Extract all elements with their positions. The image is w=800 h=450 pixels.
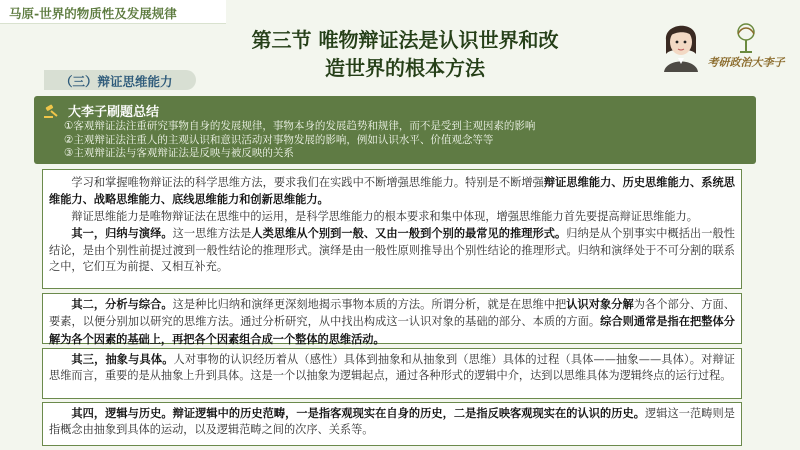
method-lead: 其三，抽象与具体。: [71, 352, 174, 366]
paragraph-dialectical: 辩证思维能力是唯物辩证法在思维中的运用，是科学思维能力的根本要求和集中体现，增强思维能力首先要提高辩证思维能力。: [71, 209, 698, 223]
text-span: 学习和掌握唯物辩证法的科学思维方法，要求我们在实践中不断增强思维能力。特别是不断增强: [71, 176, 544, 189]
brand-logo-text: 考研政治大李子: [707, 56, 785, 69]
page-title-line2: 造世界的根本方法: [325, 56, 485, 80]
summary-list: [64, 120, 535, 161]
summary-header: [44, 101, 159, 120]
method-lead: 其四，逻辑与历史。: [71, 406, 173, 420]
paragraph-abstraction: [43, 351, 741, 385]
summary-panel: [34, 96, 756, 164]
method-lead: 其一，归纳与演绎。: [71, 226, 173, 241]
text-span: 这一思维方法是: [172, 227, 252, 241]
summary-title: 大李子刷题总结: [68, 105, 160, 120]
content-box-induction: [42, 169, 742, 289]
text-span: 人对事物的认识经历着从（感性）具体到抽象和从抽象到（思维）具体的过程（具体——抽象——具体）。对辩证思维而言，重要的是从抽象上升到具体。这是一个以抽象为逻辑起点，通过各种形式的逻辑中介，达到以思维具体为逻辑终点的运行过程。: [49, 353, 735, 383]
brand-logo: [700, 22, 792, 74]
tree-logo-icon: [700, 22, 792, 54]
teacher-avatar: [658, 14, 704, 72]
emphasis-text: 综合则通常是指在把整体分解为各个因素的基础上，再把各个因素组合成一个整体的思维活动。: [49, 314, 735, 346]
text-span: 为各个部分、方面、要素，以便分别加以研究的思维方法。通过分析研究，从中找出构成这一认识对象的基础的部分、本质的方面。: [49, 298, 735, 329]
emphasis-text: 人类思维从个别到一般、又由一般到个别的最常见的推理形式。: [251, 226, 567, 241]
content-box-analysis: [42, 293, 742, 344]
section-tag: [0, 0, 226, 24]
emphasis-text: 认识对象分解: [566, 297, 634, 311]
page-title-line1: 第三节 唯物辩证法是认识世界和改: [251, 28, 559, 52]
emphasis-text: 辩证思维能力、历史思维能力、系统思维能力、战略思维能力、底线思维能力和创新思维能力。: [49, 175, 735, 207]
paragraph-analysis: [43, 296, 741, 348]
subsection-heading-label: （三）辩证思维能力: [60, 74, 173, 89]
text-span: 逻辑这一范畴则是指概念由抽象到具体的运动，以及逻辑范畴之间的次序、关系等。: [49, 407, 735, 437]
summary-item: ②主观辩证法注重人的主观认识和意识活动对事物发展的影响，例如认识水平、价值观念等等: [64, 133, 494, 146]
section-tag-label: 马原-世界的物质性及发展规律: [9, 6, 177, 21]
content-box-abstraction: [42, 348, 742, 399]
gavel-icon: [44, 104, 60, 118]
content-box-logic-history: [42, 402, 742, 446]
text-span: 归纳是从个别事实中概括出一般性结论，是由个别性前提过渡到一般性结论的推理形式。演绎是由一般性原则推导出个别性结论的推理形式。归纳和演绎处于不可分割的联系之中，它们互为前提、又相互补充。: [49, 227, 735, 274]
method-lead: 其二，分析与综合。: [71, 297, 173, 311]
paragraph-logic-history: [43, 405, 741, 439]
page-title: [200, 26, 610, 82]
emphasis-text: 辩证逻辑中的历史范畴，一是指客观现实在自身的历史，二是指反映客观现实在的认识的历史。: [172, 406, 646, 420]
summary-item: ①客观辩证法注重研究事物自身的发展规律，事物本身的发展趋势和规律，而不是受到主观因素的影响: [64, 120, 536, 132]
paragraph-intro: [43, 174, 741, 209]
summary-item: ③主观辩证法与客观辩证法是反映与被反映的关系: [64, 147, 294, 159]
subsection-heading: [44, 70, 196, 90]
text-span: 这是种比归纳和演绎更深刻地揭示事物本质的方法。所谓分析，就是在思维中把: [172, 298, 567, 311]
paragraph-induction: [43, 225, 741, 275]
